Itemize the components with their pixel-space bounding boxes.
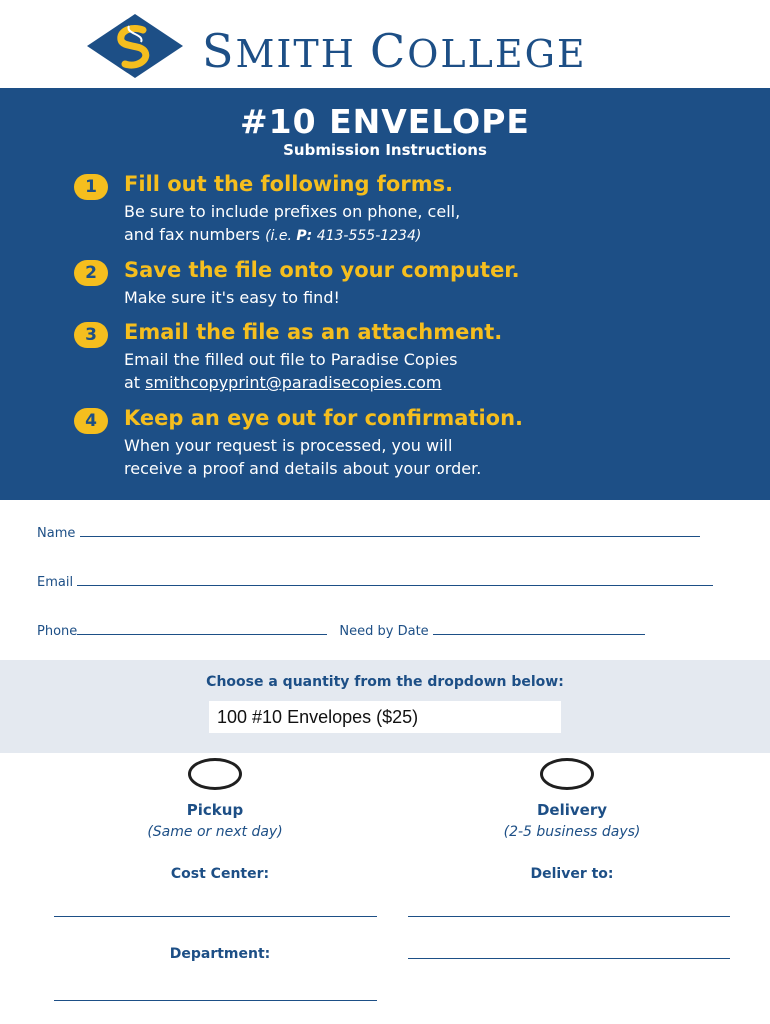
step-number-badge: 1	[74, 174, 108, 200]
step-line: Email the filled out file to Paradise Copies	[124, 350, 458, 369]
step-body	[124, 200, 460, 248]
delivery-radio[interactable]	[540, 758, 594, 790]
step-line: receive a proof and details about your order.	[124, 459, 482, 478]
pickup-label: Pickup	[186, 801, 244, 819]
pickup-radio[interactable]	[188, 758, 242, 790]
cost-center-field[interactable]	[54, 916, 377, 917]
step-body	[124, 348, 458, 394]
delivery-label: Delivery	[536, 801, 608, 819]
cost-center-label: Cost Center:	[170, 866, 270, 882]
step-heading: Keep an eye out for confirmation.	[124, 406, 523, 430]
quantity-dropdown[interactable]: 100 #10 Envelopes ($25)	[209, 701, 561, 733]
name-field[interactable]	[80, 527, 700, 537]
pickup-timeframe: (Same or next day)	[147, 824, 283, 840]
step-heading: Email the file as an attachment.	[124, 320, 503, 344]
phone-field-row	[37, 624, 645, 639]
page-subtitle: Submission Instructions	[283, 141, 487, 159]
step-heading: Fill out the following forms.	[124, 172, 454, 196]
header	[0, 0, 770, 88]
step-line: at smithcopyprint@paradisecopies.com	[124, 373, 442, 392]
phone-label: Phone	[37, 624, 78, 639]
email-link[interactable]: smithcopyprint@paradisecopies.com	[145, 373, 442, 392]
page-title: #10 ENVELOPE	[240, 102, 530, 141]
email-label: Email	[37, 575, 74, 590]
step-number-badge: 2	[74, 260, 108, 286]
deliver-to-field-line-1[interactable]	[408, 916, 730, 917]
deliver-to-field-line-2[interactable]	[408, 958, 730, 959]
step-line: Make sure it's easy to find!	[124, 288, 340, 307]
deliver-to-label: Deliver to:	[530, 866, 614, 882]
department-label: Department:	[169, 946, 271, 962]
need-by-date-field[interactable]	[433, 625, 645, 635]
step-body	[124, 286, 340, 309]
smith-college-logo-icon	[85, 12, 185, 80]
name-label: Name	[37, 526, 76, 541]
need-by-date-label: Need by Date	[339, 624, 429, 639]
step-heading: Save the file onto your computer.	[124, 258, 520, 282]
step-line: and fax numbers (i.e. P: 413-555-1234)	[124, 225, 422, 244]
step-body	[124, 434, 481, 480]
email-field-row	[37, 575, 713, 590]
department-field[interactable]	[54, 1000, 377, 1001]
step-line: Be sure to include prefixes on phone, cell,	[124, 202, 461, 221]
name-field-row	[37, 526, 700, 541]
instructions-panel	[0, 88, 770, 500]
logo-wordmark: SMITH COLLEGE	[202, 24, 587, 78]
email-field[interactable]	[77, 576, 713, 586]
delivery-timeframe: (2-5 business days)	[503, 824, 641, 840]
step-line: When your request is processed, you will	[124, 436, 453, 455]
quantity-label: Choose a quantity from the dropdown below:	[206, 674, 564, 690]
step-number-badge: 4	[74, 408, 108, 434]
phone-field[interactable]	[77, 625, 327, 635]
phone-example: (i.e. P: 413-555-1234)	[265, 228, 422, 244]
quantity-section	[0, 660, 770, 753]
step-number-badge: 3	[74, 322, 108, 348]
